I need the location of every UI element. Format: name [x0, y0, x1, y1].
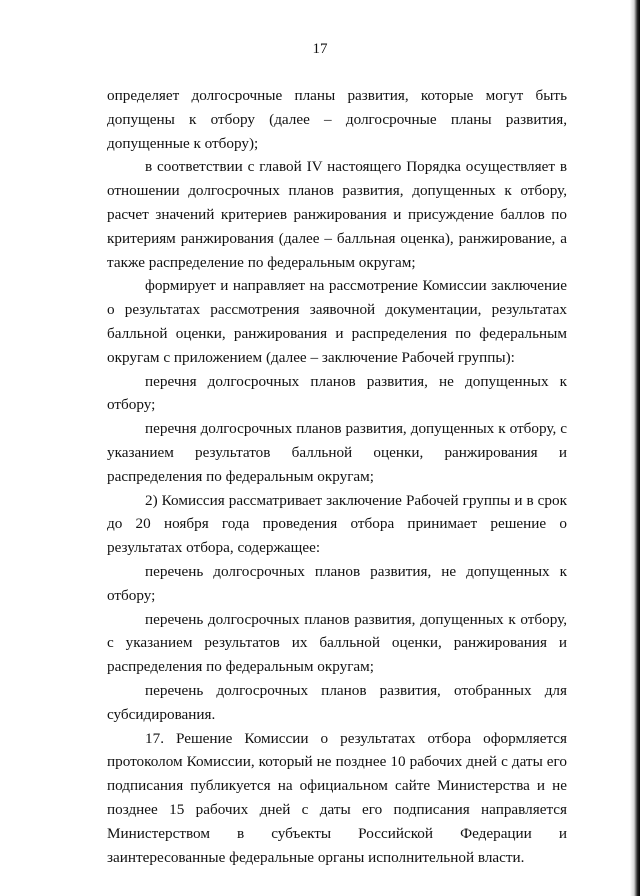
paragraph-8: перечень долгосрочных планов развития, допущенных к отбору, с указанием результатов их балльной оценки, ранжирования и распределения по федеральным округам; [107, 610, 567, 676]
paragraph-1: определяет долгосрочные планы развития, которые могут быть допущены к отбору (далее – долгосрочные планы развития, допущенные к отбору); [107, 87, 567, 152]
paragraph-7: перечень долгосрочных планов развития, не допущенных к отбору; [107, 562, 567, 604]
page-number: 17 [312, 41, 328, 57]
paragraph-4: перечня долгосрочных планов развития, не допущенных к отбору; [107, 372, 567, 414]
paragraph-3: формирует и направляет на рассмотрение Комиссии заключение о результатах рассмотрения заявочной документации, результатах балльной оценки, ранжирования и распределения по федеральным округам с приложением (далее – заключение Рабочей группы): [107, 277, 567, 366]
paragraph-2: в соответствии с главой IV настоящего Порядка осуществляет в отношении долгосрочных планов развития, допущенных к отбору, расчет значений критериев ранжирования и присуждение баллов по критериям ранжирования (далее – балльная оценка), ранжирование, а также распределение по федеральным округам; [107, 158, 567, 271]
scan-edge-shadow [630, 0, 640, 896]
paragraph-5: перечня долгосрочных планов развития, допущенных к отбору, с указанием результатов балльной оценки, ранжирования и распределения по федеральным округам; [107, 420, 567, 485]
paragraph-10: 17. Решение Комиссии о результатах отбора оформляется протоколом Комиссии, который не позднее 10 рабочих дней с даты его подписания публикуется на официальном сайте Министерства и не позднее 15 рабочих дней с даты его подписания направляется Министерством в субъекты Российской Федерации и заинтересованные федеральные органы исполнительной власти. [107, 729, 567, 866]
document-body [107, 84, 567, 869]
paragraph-9: перечень долгосрочных планов развития, отобранных для субсидирования. [107, 681, 567, 723]
paragraph-6: 2) Комиссия рассматривает заключение Рабочей группы и в срок до 20 ноября года проведения отбора принимает решение о результатах отбора, содержащее: [107, 491, 567, 557]
